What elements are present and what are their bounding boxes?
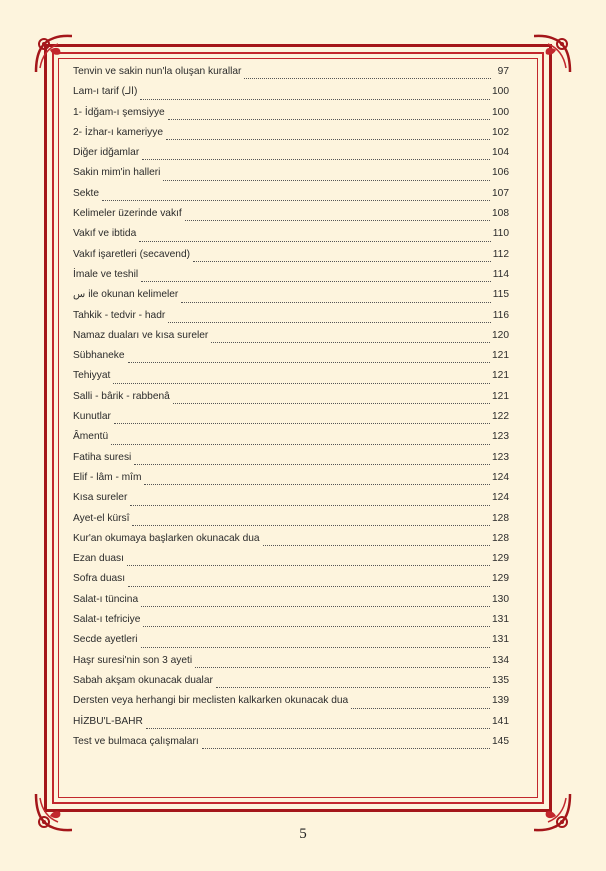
toc-entry-page: 104 [492,147,509,159]
toc-entry[interactable] [73,614,509,634]
toc-entry-page: 110 [492,228,509,240]
toc-entry-page: 134 [492,654,509,666]
table-of-contents [73,66,509,756]
toc-entry-title: Vakıf ve ibtida [73,228,137,240]
toc-entry-page: 102 [492,126,509,138]
toc-dot-leader [142,159,490,160]
corner-ornament-icon [32,32,76,76]
toc-entry[interactable] [73,330,509,350]
toc-entry[interactable] [73,533,509,553]
toc-entry[interactable] [73,188,509,208]
toc-dot-leader [185,220,490,221]
toc-entry[interactable] [73,431,509,451]
toc-dot-leader [143,626,490,627]
toc-dot-leader [351,708,490,709]
toc-entry[interactable] [73,350,509,370]
toc-dot-leader [216,687,490,688]
toc-entry-title: Lam-ı tarif (الـ) [73,86,138,98]
toc-dot-leader [168,119,490,120]
toc-entry-title: Fatiha suresi [73,451,132,463]
toc-entry-page: 106 [492,167,509,179]
toc-entry-page: 100 [492,86,509,98]
toc-entry[interactable] [73,228,509,248]
toc-entry-page: 145 [492,735,509,747]
toc-entry[interactable] [73,472,509,492]
toc-entry[interactable] [73,553,509,573]
toc-dot-leader [195,667,490,668]
toc-entry-page: 128 [492,532,509,544]
toc-dot-leader [202,748,490,749]
toc-entry-page: 100 [492,106,509,118]
toc-entry-title: Sabah akşam okunacak dualar [73,674,213,686]
toc-dot-leader [263,545,490,546]
toc-entry[interactable] [73,86,509,106]
toc-dot-leader [140,99,490,100]
toc-entry[interactable] [73,391,509,411]
toc-entry-title: Dersten veya herhangi bir meclisten kalkarken okunacak dua [73,695,349,707]
toc-dot-leader [102,200,490,201]
toc-entry-title: Diğer idğamlar [73,147,140,159]
toc-entry[interactable] [73,411,509,431]
toc-entry[interactable] [73,573,509,593]
toc-entry-page: 129 [492,573,509,585]
toc-entry-page: 131 [492,634,509,646]
toc-entry-page: 116 [492,309,509,321]
toc-entry-title: Salli - bârik - rabbenâ [73,390,170,402]
toc-entry-title: Tahkik - tedvir - hadr [73,309,166,321]
toc-entry[interactable] [73,147,509,167]
toc-entry-title: Sakin mim'in halleri [73,167,161,179]
toc-entry[interactable] [73,289,509,309]
toc-entry[interactable] [73,249,509,269]
toc-entry-page: 121 [492,370,509,382]
toc-entry-title: Sübhaneke [73,350,125,362]
page-number: 5 [299,826,307,842]
toc-entry-title: Vakıf işaretleri (secavend) [73,248,191,260]
toc-entry[interactable] [73,675,509,695]
toc-dot-leader [128,362,490,363]
toc-entry-page: 141 [492,715,509,727]
toc-entry-page: 135 [492,674,509,686]
toc-entry-page: 120 [492,329,509,341]
toc-entry-title: Salat-ı tüncina [73,593,139,605]
toc-entry-page: 112 [492,248,509,260]
toc-dot-leader [244,78,491,79]
toc-entry-page: 130 [492,593,509,605]
toc-entry-title: Ayet-el kürsî [73,512,130,524]
toc-dot-leader [146,728,490,729]
corner-ornament-icon [530,32,574,76]
toc-entry[interactable] [73,513,509,533]
toc-entry-page: 107 [492,187,509,199]
toc-entry-title: Kunutlar [73,411,111,423]
toc-entry[interactable] [73,107,509,127]
toc-entry-page: 121 [492,350,509,362]
toc-entry[interactable] [73,127,509,147]
toc-entry-title: Kelimeler üzerinde vakıf [73,208,182,220]
toc-entry-page: 114 [492,268,509,280]
toc-entry[interactable] [73,594,509,614]
toc-entry[interactable] [73,716,509,736]
toc-entry[interactable] [73,370,509,390]
toc-entry[interactable] [73,66,509,86]
toc-entry-page: 122 [492,411,509,423]
toc-entry[interactable] [73,736,509,756]
toc-entry-page: 131 [492,614,509,626]
toc-entry[interactable] [73,310,509,330]
toc-entry-title: Kısa sureler [73,492,128,504]
toc-dot-leader [181,302,490,303]
toc-entry-page: 121 [492,390,509,402]
toc-entry-page: 139 [492,695,509,707]
toc-entry-page: 129 [492,553,509,565]
toc-entry-title: س ile okunan kelimeler [73,289,179,301]
toc-entry-title: Sekte [73,187,100,199]
toc-entry[interactable] [73,492,509,512]
toc-dot-leader [114,423,490,424]
toc-entry-title: Test ve bulmaca çalışmaları [73,735,199,747]
toc-entry-page: 128 [492,512,509,524]
toc-dot-leader [168,322,490,323]
toc-entry[interactable] [73,208,509,228]
toc-entry-title: 2- İzhar-ı kameriyye [73,126,164,138]
toc-entry-title: 1- İdğam-ı şemsiyye [73,106,165,118]
toc-dot-leader [134,464,490,465]
toc-entry-title: Tenvin ve sakin nun'la oluşan kurallar [73,66,242,77]
toc-dot-leader [141,647,490,648]
toc-dot-leader [128,586,490,587]
toc-entry-page: 108 [492,208,509,220]
toc-entry-title: Namaz duaları ve kısa sureler [73,329,209,341]
toc-entry-title: Haşr suresi'nin son 3 ayeti [73,654,193,666]
toc-dot-leader [139,241,491,242]
toc-entry-title: Secde ayetleri [73,634,138,646]
toc-dot-leader [211,342,490,343]
toc-dot-leader [132,525,490,526]
toc-dot-leader [173,403,490,404]
toc-dot-leader [163,180,490,181]
toc-dot-leader [166,139,490,140]
toc-entry-title: Sofra duası [73,573,126,585]
toc-entry-page: 124 [492,471,509,483]
toc-entry-page: 115 [492,289,509,301]
toc-entry[interactable] [73,655,509,675]
toc-entry-title: Salat-ı tefriciye [73,614,141,626]
toc-entry[interactable] [73,452,509,472]
toc-entry-title: Tehiyyat [73,370,111,382]
toc-entry-title: Kur'an okumaya başlarken okunacak dua [73,532,260,544]
toc-dot-leader [193,261,491,262]
toc-dot-leader [127,565,490,566]
toc-dot-leader [144,484,490,485]
toc-dot-leader [141,281,491,282]
toc-dot-leader [130,505,490,506]
toc-dot-leader [141,606,490,607]
toc-dot-leader [111,444,490,445]
toc-dot-leader [113,383,490,384]
toc-entry[interactable] [73,167,509,187]
toc-entry-title: İmale ve teshil [73,268,139,280]
toc-entry-page: 123 [492,431,509,443]
toc-entry-title: Âmentü [73,431,109,443]
toc-entry[interactable] [73,269,509,289]
toc-entry-page: 123 [492,451,509,463]
toc-entry-page: 97 [497,66,509,77]
toc-entry-title: Ezan duası [73,553,124,565]
toc-entry-page: 124 [492,492,509,504]
toc-entry[interactable] [73,634,509,654]
toc-entry-title: HİZBU'L-BAHR [73,715,143,727]
toc-entry-title: Elif - lâm - mîm [73,471,142,483]
toc-entry[interactable] [73,695,509,715]
